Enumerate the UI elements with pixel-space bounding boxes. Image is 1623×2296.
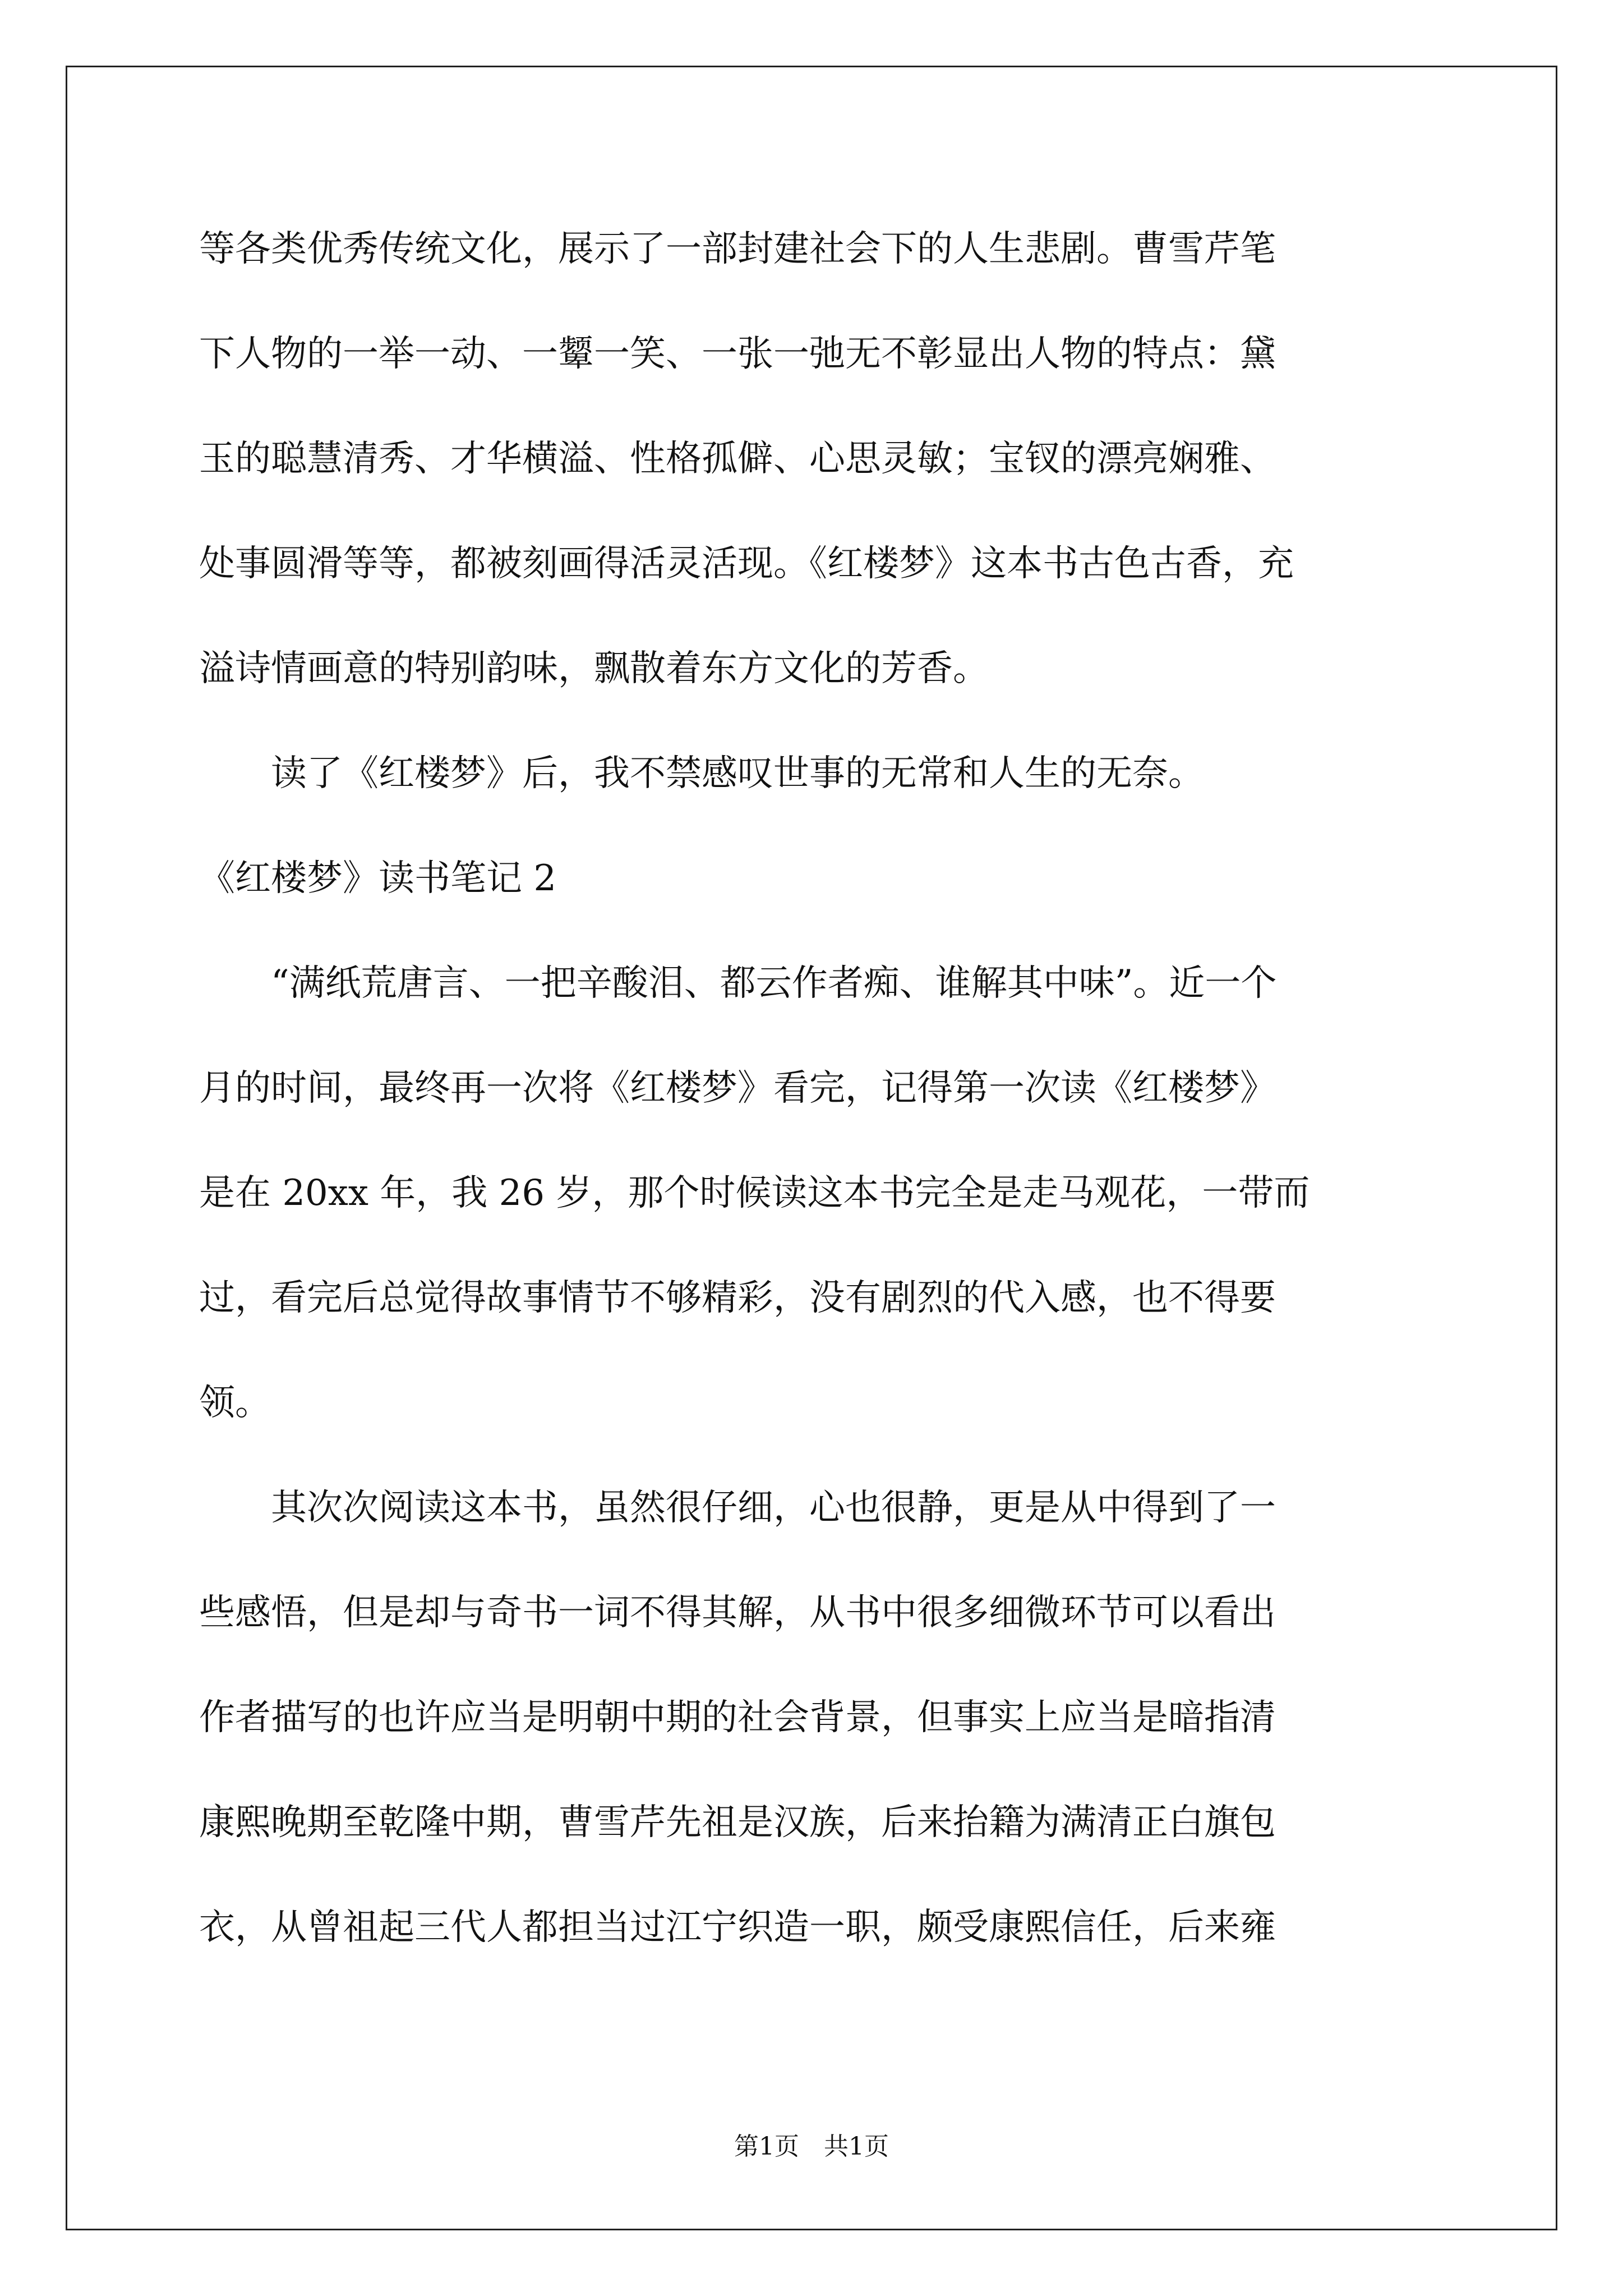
section-heading: 《红楼梦》读书笔记 2 [199, 858, 557, 899]
paragraph-line: 作者描写的也许应当是明朝中期的社会背景，但事实上应当是暗指清 [199, 1697, 1276, 1738]
page-number-footer: 第1页 共1页 [734, 2132, 889, 2161]
paragraph-line: 康熙晚期至乾隆中期，曹雪芹先祖是汉族，后来抬籍为满清正白旗包 [199, 1802, 1276, 1843]
paragraph-line: 衣，从曾祖起三代人都担当过江宁织造一职，颇受康熙信任，后来雍 [199, 1907, 1276, 1948]
paragraph-line: 些感悟，但是却与奇书一词不得其解，从书中很多细微环节可以看出 [199, 1592, 1276, 1634]
paragraph-line: 溢诗情画意的特别韵味，飘散着东方文化的芳香。 [199, 648, 989, 689]
paragraph-line: 领。 [199, 1382, 271, 1424]
paragraph-line: 等各类优秀传统文化，展示了一部封建社会下的人生悲剧。曹雪芹笔 [199, 228, 1276, 270]
paragraph-line: 读了《红楼梦》后，我不禁感叹世事的无常和人生的无奈。 [199, 753, 1204, 794]
paragraph-line: 处事圆滑等等，都被刻画得活灵活现。《红楼梦》这本书古色古香，充 [199, 543, 1294, 585]
paragraph-line: 玉的聪慧清秀、才华横溢、性格孤僻、心思灵敏；宝钗的漂亮娴雅、 [199, 438, 1276, 480]
paragraph-line: “满纸荒唐言、一把辛酸泪、都云作者痴、谁解其中味”。近一个 [199, 963, 1277, 1004]
paragraph-line: 过，看完后总觉得故事情节不够精彩，没有剧烈的代入感，也不得要 [199, 1277, 1276, 1319]
paragraph-line: 其次次阅读这本书，虽然很仔细，心也很静，更是从中得到了一 [199, 1487, 1276, 1529]
paragraph-line: 下人物的一举一动、一颦一笑、一张一弛无不彰显出人物的特点：黛 [199, 333, 1276, 375]
paragraph-line: 是在 20xx 年，我 26 岁，那个时候读这本书完全是走马观花，一带而 [199, 1172, 1310, 1214]
paragraph-line: 月的时间，最终再一次将《红楼梦》看完，记得第一次读《红楼梦》 [199, 1068, 1276, 1109]
